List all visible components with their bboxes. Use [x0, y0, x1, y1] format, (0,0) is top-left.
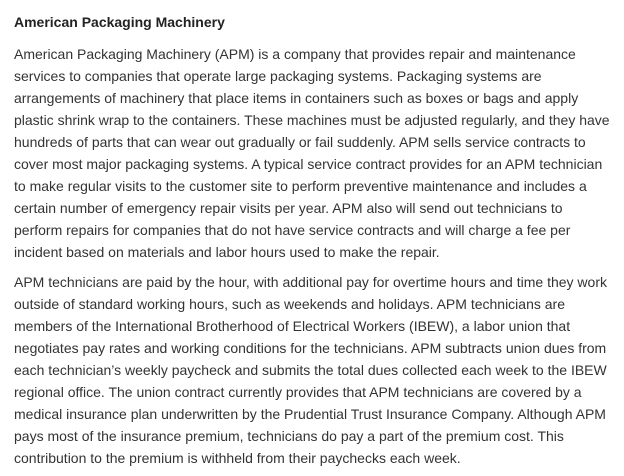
document-title: American Packaging Machinery	[14, 14, 225, 30]
paragraph-2: APM technicians are paid by the hour, with additional pay for overtime hours and time they work outside of standard working hours, such as weekends and holidays. APM technicians are members of the International Brotherhood of Electrical Workers (IBEW), a labor union that negotiates pay rates and working conditions for the technicians. APM subtracts union dues from each technician’s weekly paycheck and submits the total dues collected each week to the IBEW regional office. The union contract currently provides that APM technicians are covered by a medical insurance plan underwritten by the Prudential Trust Insurance Company. Although APM pays most of the insurance premium, technicians do pay a part of the premium cost. This contribution to the premium is withheld from their paychecks each week.	[14, 274, 607, 466]
paragraph-1: American Packaging Machinery (APM) is a company that provides repair and maintenance services to companies that operate large packaging systems. Packaging systems are arrangements of machinery that place items in containers such as boxes or bags and apply plastic shrink wrap to the containers. These machines must be adjusted regularly, and they have hundreds of parts that can wear out gradually or fail suddenly. APM sells service contracts to cover most major packaging systems. A typical service contract provides for an APM technician to make regular visits to the customer site to perform preventive maintenance and includes a certain number of emergency repair visits per year. APM also will send out technicians to perform repairs for companies that do not have service contracts and will charge a fee per incident based on materials and labor hours used to make the repair.	[14, 46, 610, 260]
